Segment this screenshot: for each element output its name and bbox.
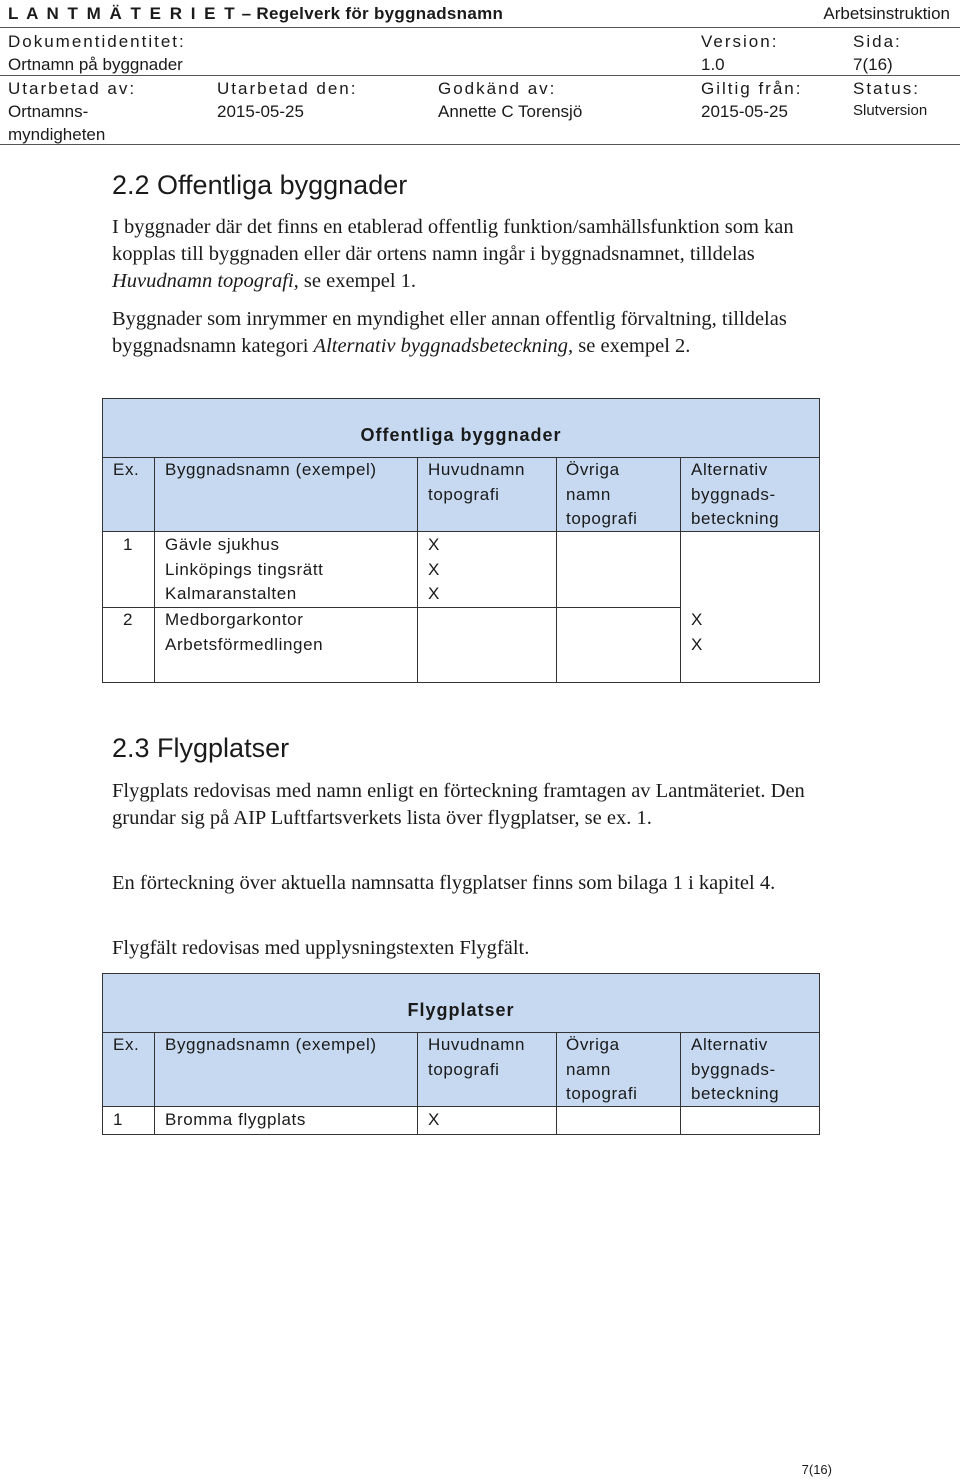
para2-text-a: Byggnader som inrymmer en myndighet eller annan offentlig förvaltning, tilldelas byggnadsnamn kategori [112, 308, 787, 357]
status-label: Status: [853, 79, 920, 98]
table1-row1-names: Gävle sjukhus Linköpings tingsrätt Kalmaranstalten [165, 535, 324, 603]
table1-header-huvudnamn: Huvudnamn topografi [428, 460, 526, 504]
date-value: 2015-05-25 [217, 102, 304, 121]
table1-header-alternativ: Alternativ byggnads- beteckning [691, 460, 780, 528]
version-cell [701, 32, 778, 75]
table2-col-divider [154, 1033, 155, 1134]
footer-page-number: 7(16) [801, 1462, 832, 1477]
valid-label: Giltig från: [701, 79, 803, 98]
table1-header-ex: Ex. [113, 460, 140, 479]
date-cell [217, 79, 357, 122]
valid-value: 2015-05-25 [701, 102, 788, 121]
para1-text-b: se exempel 1. [298, 270, 417, 292]
table1-row2-names: Medborgarkontor Arbetsförmedlingen [165, 610, 324, 654]
header-title [8, 4, 503, 24]
org-name: L A N T M Ä T E R I E T [8, 4, 237, 23]
doc-id-value: Ortnamn på byggnader [8, 55, 183, 74]
table2-title: Flygplatser [407, 1000, 515, 1020]
table1-row1-huvudnamn: X X X [428, 535, 440, 603]
table2-row1-huvudnamn: X [428, 1110, 440, 1129]
para1-text-a: I byggnader där det finns en etablerad offentlig funktion/samhällsfunktion som kan kopplas till byggnaden eller där ortens namn ingår i byggnadsnamnet, tilldelas [112, 216, 794, 265]
section-heading-flygplatser: 2.3 Flygplatser [112, 733, 290, 763]
para2-text-b: se exempel 2. [573, 335, 691, 357]
approved-cell [438, 79, 582, 122]
header-divider-top [0, 27, 960, 28]
table1-row2-alternativ: X X [691, 610, 703, 654]
table1-row1-ex: 1 [123, 535, 134, 554]
table2-title-row [103, 974, 819, 1033]
title-dash: – [236, 4, 257, 23]
author-value-1: Ortnamns- [8, 102, 89, 121]
date-label: Utarbetad den: [217, 79, 358, 98]
doc-id-label: Dokumentidentitet: [8, 32, 186, 51]
version-label: Version: [701, 32, 779, 51]
para2-emphasis: Alternativ byggnadsbeteckning, [313, 335, 574, 357]
table1-row2-ex: 2 [123, 610, 134, 629]
table1-col-divider [556, 458, 557, 682]
table-flygplatser [102, 973, 820, 1135]
table-offentliga-byggnader [102, 398, 820, 683]
doc-id-cell [8, 32, 186, 75]
author-label: Utarbetad av: [8, 79, 137, 98]
table1-col-divider [680, 458, 681, 682]
table2-header-ovriga: Övriga namn topografi [566, 1035, 638, 1103]
header-divider-mid [0, 75, 960, 76]
doc-type: Arbetsinstruktion [823, 4, 950, 23]
author-value-2: myndigheten [8, 125, 106, 144]
status-cell [853, 79, 927, 119]
page-cell [853, 32, 902, 75]
paragraph-flygplatser-3: Flygfält redovisas med upplysningstexten Flygfält. [112, 937, 530, 959]
paragraph-offentliga-2 [112, 306, 852, 360]
header-divider-bottom [0, 144, 960, 145]
table1-col-divider [417, 458, 418, 682]
table1-header-name: Byggnadsnamn (exempel) [165, 460, 377, 479]
table2-header-alternativ: Alternativ byggnads- beteckning [691, 1035, 780, 1103]
approved-label: Godkänd av: [438, 79, 557, 98]
page-label: Sida: [853, 32, 902, 51]
table2-col-divider [680, 1033, 681, 1134]
paragraph-offentliga-1 [112, 214, 852, 295]
approved-value: Annette C Torensjö [438, 102, 583, 121]
table1-col-divider [154, 458, 155, 682]
table2-header-huvudnamn: Huvudnamn topografi [428, 1035, 526, 1079]
status-value: Slutversion [853, 102, 928, 119]
table2-header-name: Byggnadsnamn (exempel) [165, 1035, 377, 1054]
paragraph-flygplatser-1: Flygplats redovisas med namn enligt en förteckning framtagen av Lantmäteriet. Den grundar sig på AIP Luftfartsverkets lista över flygplatser, se ex. 1. [112, 780, 805, 829]
table2-col-divider [556, 1033, 557, 1134]
para1-emphasis: Huvudnamn topografi, [112, 270, 299, 292]
paragraph-flygplatser-2: En förteckning över aktuella namnsatta flygplatser finns som bilaga 1 i kapitel 4. [112, 872, 776, 894]
valid-cell [701, 79, 802, 122]
table1-title: Offentliga byggnader [360, 425, 562, 445]
version-value: 1.0 [701, 55, 725, 74]
regelverk-title: Regelverk för byggnadsnamn [256, 4, 504, 23]
page-value: 7(16) [853, 55, 893, 74]
author-cell [8, 79, 136, 145]
section-heading-offentliga: 2.2 Offentliga byggnader [112, 170, 408, 200]
table2-row1-ex: 1 [113, 1110, 124, 1129]
table2-row1-names: Bromma flygplats [165, 1110, 306, 1129]
table2-col-divider [417, 1033, 418, 1134]
table1-title-row [103, 399, 819, 458]
table1-header-ovriga: Övriga namn topografi [566, 460, 638, 528]
table2-header-ex: Ex. [113, 1035, 140, 1054]
